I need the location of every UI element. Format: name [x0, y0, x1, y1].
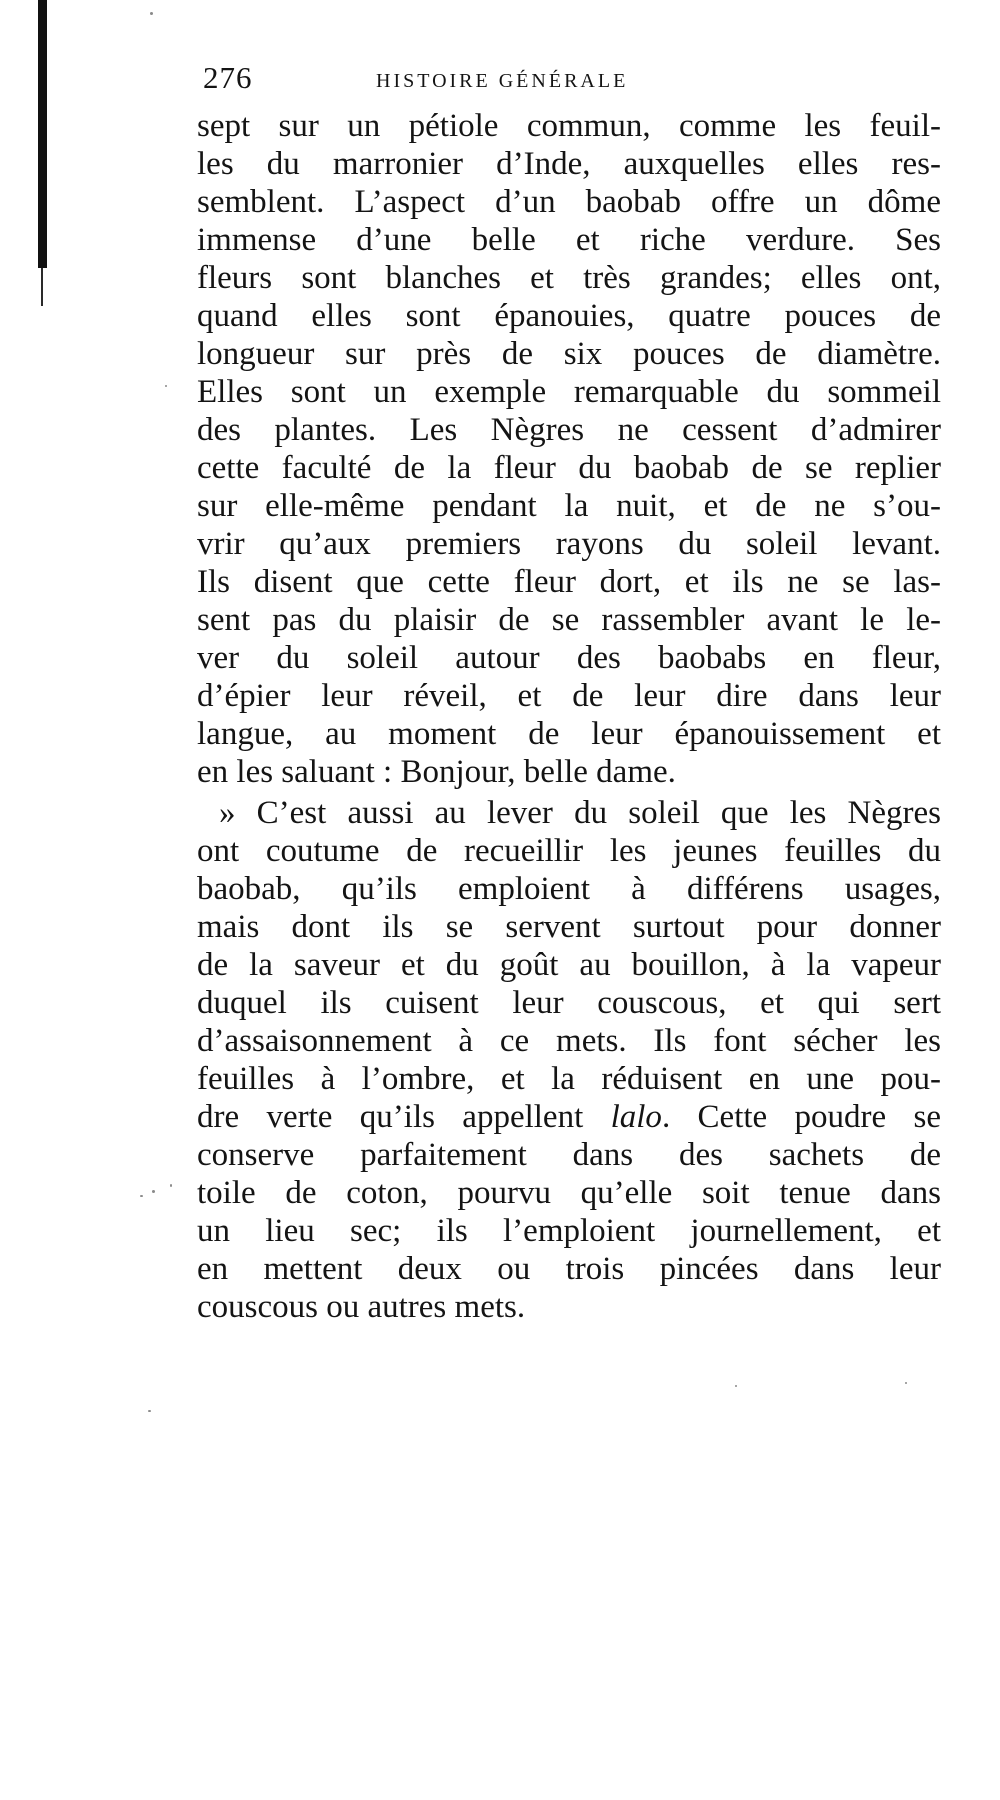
paper-speck: [165, 385, 167, 387]
text-line: sur elle-même pendant la nuit, et de ne s’ou-: [197, 488, 941, 524]
paper-speck: [170, 1184, 172, 1187]
text-line: un lieu sec; ils l’emploient journellement, et: [197, 1213, 941, 1249]
text-line: duquel ils cuisent leur couscous, et qui sert: [197, 985, 941, 1021]
text-line: baobab, qu’ils emploient à différens usages,: [197, 871, 941, 907]
text-line: toile de coton, pourvu qu’elle soit tenue dans: [197, 1175, 941, 1211]
text-line: » C’est aussi au lever du soleil que les Nègres: [219, 795, 941, 831]
paper-speck: [735, 1385, 737, 1387]
text-line: des plantes. Les Nègres ne cessent d’admirer: [197, 412, 941, 448]
text-line: quand elles sont épanouies, quatre pouces de: [197, 298, 941, 334]
line-text-after: . Cette poudre se: [661, 1099, 941, 1135]
paragraph-1: [197, 107, 941, 791]
paper-speck: [148, 1410, 151, 1412]
text-line: couscous ou autres mets.: [197, 1289, 526, 1325]
paper-speck: [905, 1382, 907, 1384]
text-line: feuilles à l’ombre, et la réduisent en une pou-: [197, 1061, 941, 1097]
text-line: semblent. L’aspect d’un baobab offre un dôme: [197, 184, 941, 220]
text-line: Elles sont un exemple remarquable du sommeil: [197, 374, 941, 410]
paper-speck: [140, 1195, 143, 1197]
paper-speck: [152, 1190, 155, 1193]
text-line: conserve parfaitement dans des sachets de: [197, 1137, 941, 1173]
running-head: HISTOIRE GÉNÉRALE: [376, 70, 629, 92]
page-header: [203, 58, 923, 104]
text-line: fleurs sont blanches et très grandes; elles ont,: [197, 260, 941, 296]
line-text-before: dre verte qu’ils appellent: [197, 1099, 611, 1135]
text-line: vrir qu’aux premiers rayons du soleil levant.: [197, 526, 941, 562]
text-line: d’épier leur réveil, et de leur dire dans leur: [197, 678, 941, 714]
text-line: ont coutume de recueillir les jeunes feuilles du: [197, 833, 941, 869]
text-line: langue, au moment de leur épanouissement et: [197, 716, 941, 752]
text-line: en mettent deux ou trois pincées dans leur: [197, 1251, 941, 1287]
paragraph-2: [197, 794, 941, 1326]
text-line: immense d’une belle et riche verdure. Ses: [197, 222, 941, 258]
text-line: de la saveur et du goût au bouillon, à la vapeur: [197, 947, 941, 983]
text-line: Ils disent que cette fleur dort, et ils ne se las-: [197, 564, 941, 600]
page-number: 276: [203, 60, 253, 95]
text-line: en les saluant : Bonjour, belle dame.: [197, 754, 676, 790]
text-line: mais dont ils se servent surtout pour donner: [197, 909, 941, 945]
text-line: d’assaisonnement à ce mets. Ils font sécher les: [197, 1023, 941, 1059]
italic-term: lalo: [610, 1099, 662, 1135]
text-line: ver du soleil autour des baobabs en fleur,: [197, 640, 941, 676]
text-line-with-italic: [197, 1098, 941, 1136]
binding-edge-mark: [38, 0, 47, 268]
paper-speck: [150, 12, 153, 15]
body-text: [197, 107, 941, 1326]
text-line: sept sur un pétiole commun, comme les feuil-: [197, 108, 941, 144]
text-line: sent pas du plaisir de se rassembler avant le le-: [197, 602, 941, 638]
text-line: cette faculté de la fleur du baobab de se replier: [197, 450, 941, 486]
binding-edge-tick: [41, 268, 43, 306]
text-line: longueur sur près de six pouces de diamètre.: [197, 336, 941, 372]
text-line: les du marronier d’Inde, auxquelles elles res-: [197, 146, 941, 182]
